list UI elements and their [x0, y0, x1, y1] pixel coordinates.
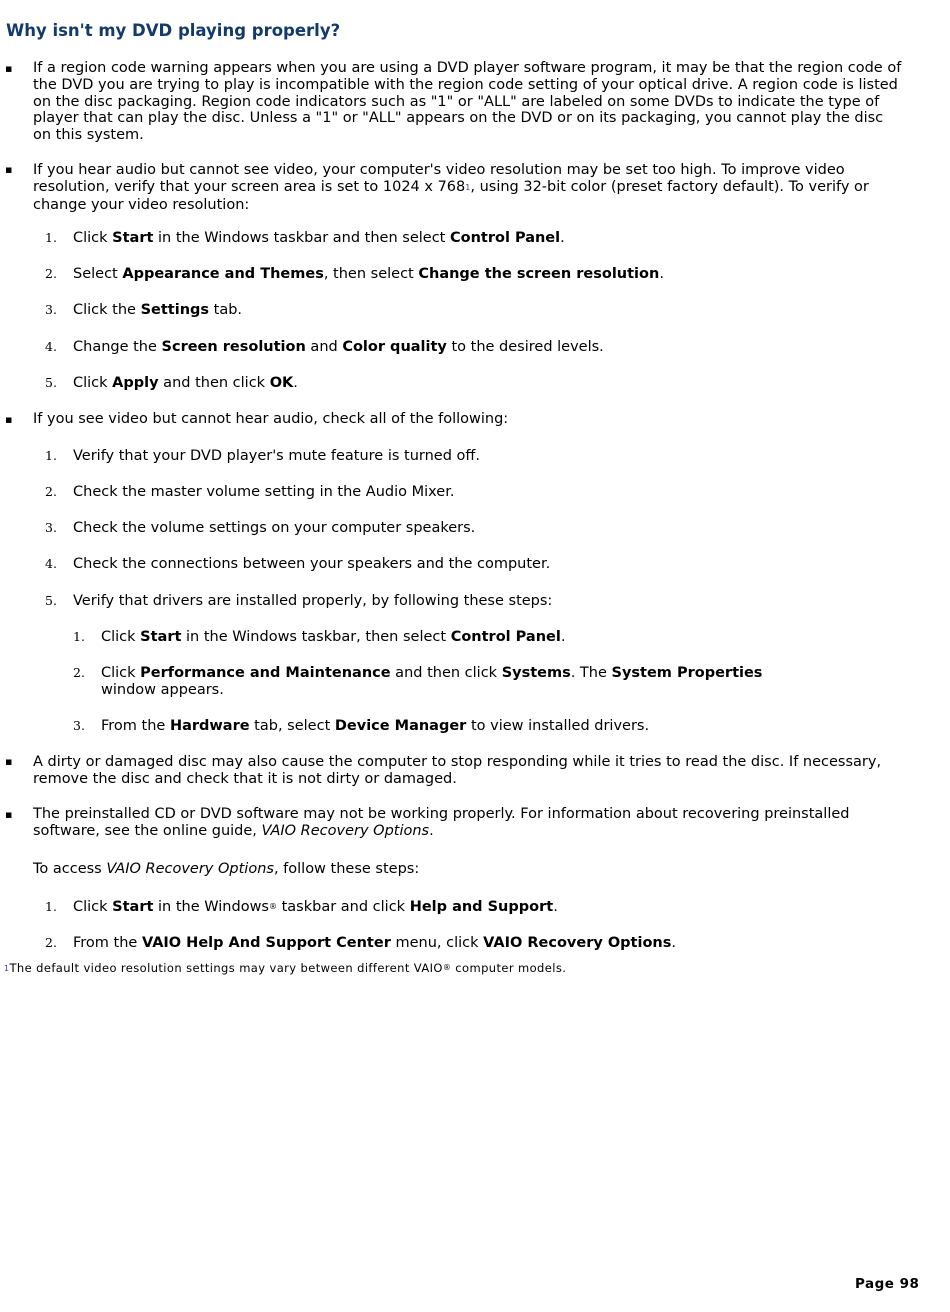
- audio-step-1: Verify that your DVD player's mute feature is turned off.: [73, 448, 481, 464]
- access-paragraph: To access VAIO Recovery Options, follow these steps:: [33, 861, 420, 877]
- bullet-marker: ▪: [5, 808, 13, 821]
- step-number: 2.: [45, 935, 57, 950]
- footnote: $^1$The default video resolution settings may vary between different VAIO® computer models.: [4, 961, 567, 975]
- bullet-marker: ▪: [5, 62, 13, 75]
- video-step-5: Click Apply and then click OK.: [73, 375, 298, 391]
- step-number: 3.: [73, 718, 85, 733]
- dirty-disc-paragraph: A dirty or damaged disc may also cause the computer to stop responding while it tries to read the disc. If necessary, remove the disc and check that it is not dirty or damaged.: [33, 754, 882, 787]
- step-number: 3.: [45, 302, 57, 317]
- video-resolution-paragraph: If you hear audio but cannot see video, your computer's video resolution may be set too high. To improve video resolution, verify that your screen area is set to 1024 x 768$^1$, using 32-bit color (preset factory default). To verify or change your video resolution:: [33, 162, 869, 213]
- driver-step-2: Click Performance and Maintenance and then click Systems. The System Properties window appears.: [101, 665, 763, 698]
- audio-step-2: Check the master volume setting in the Audio Mixer.: [73, 484, 455, 500]
- audio-paragraph: If you see video but cannot hear audio, check all of the following:: [33, 411, 509, 427]
- bullet-marker: ▪: [5, 413, 13, 426]
- region-code-paragraph: If a region code warning appears when you are using a DVD player software program, it may be that the region code of the DVD you are trying to play is incompatible with the region code setting of your optical drive. A region code is listed on the disc packaging. Region code indicators such as "1" or "ALL" are labeled on some DVDs to indicate the type of player that can play the disc. Unless a "1" or "ALL" appears on the DVD or on its packaging, you cannot play the disc on this system.: [33, 60, 902, 144]
- video-step-4: Change the Screen resolution and Color quality to the desired levels.: [73, 339, 604, 355]
- registered-mark: ®: [269, 902, 277, 911]
- guide-title: VAIO Recovery Options: [261, 822, 430, 839]
- recovery-step-2: From the VAIO Help And Support Center menu, click VAIO Recovery Options.: [73, 935, 676, 951]
- page-number: Page 98: [855, 1276, 920, 1292]
- step-number: 3.: [45, 520, 57, 535]
- step-number: 2.: [45, 484, 57, 499]
- audio-step-5: Verify that drivers are installed properly, by following these steps:: [73, 593, 553, 609]
- step-number: 4.: [45, 339, 57, 354]
- step-number: 5.: [45, 375, 57, 390]
- guide-title: VAIO Recovery Options: [106, 861, 274, 877]
- step-number: 1.: [45, 448, 57, 463]
- bullet-marker: ▪: [5, 163, 13, 176]
- registered-mark: ®: [442, 963, 452, 972]
- step-number: 1.: [73, 629, 85, 644]
- step-number: 1.: [45, 230, 57, 245]
- video-step-1: Click Start in the Windows taskbar and then select Control Panel.: [73, 230, 565, 246]
- driver-step-1: Click Start in the Windows taskbar, then select Control Panel.: [101, 629, 566, 645]
- step-number: 2.: [45, 266, 57, 281]
- driver-step-3: From the Hardware tab, select Device Manager to view installed drivers.: [101, 718, 650, 734]
- step-number: 1.: [45, 899, 57, 914]
- video-step-2: Select Appearance and Themes, then select Change the screen resolution.: [73, 266, 664, 282]
- audio-step-3: Check the volume settings on your computer speakers.: [73, 520, 476, 536]
- video-step-3: Click the Settings tab.: [73, 302, 243, 318]
- audio-step-4: Check the connections between your speakers and the computer.: [73, 556, 551, 572]
- footnote-marker: 1: [4, 964, 10, 973]
- footnote-reference[interactable]: 1: [465, 182, 471, 192]
- step-number: 4.: [45, 556, 57, 571]
- software-paragraph: The preinstalled CD or DVD software may not be working properly. For information about recovering preinstalled software, see the online guide, VAIO Recovery Options.: [33, 806, 850, 839]
- step-number: 2.: [73, 665, 85, 680]
- page-title: Why isn't my DVD playing properly?: [6, 21, 341, 40]
- step-number: 5.: [45, 593, 57, 608]
- bullet-marker: ▪: [5, 755, 13, 768]
- recovery-step-1: Click Start in the Windows® taskbar and click Help and Support.: [73, 899, 558, 915]
